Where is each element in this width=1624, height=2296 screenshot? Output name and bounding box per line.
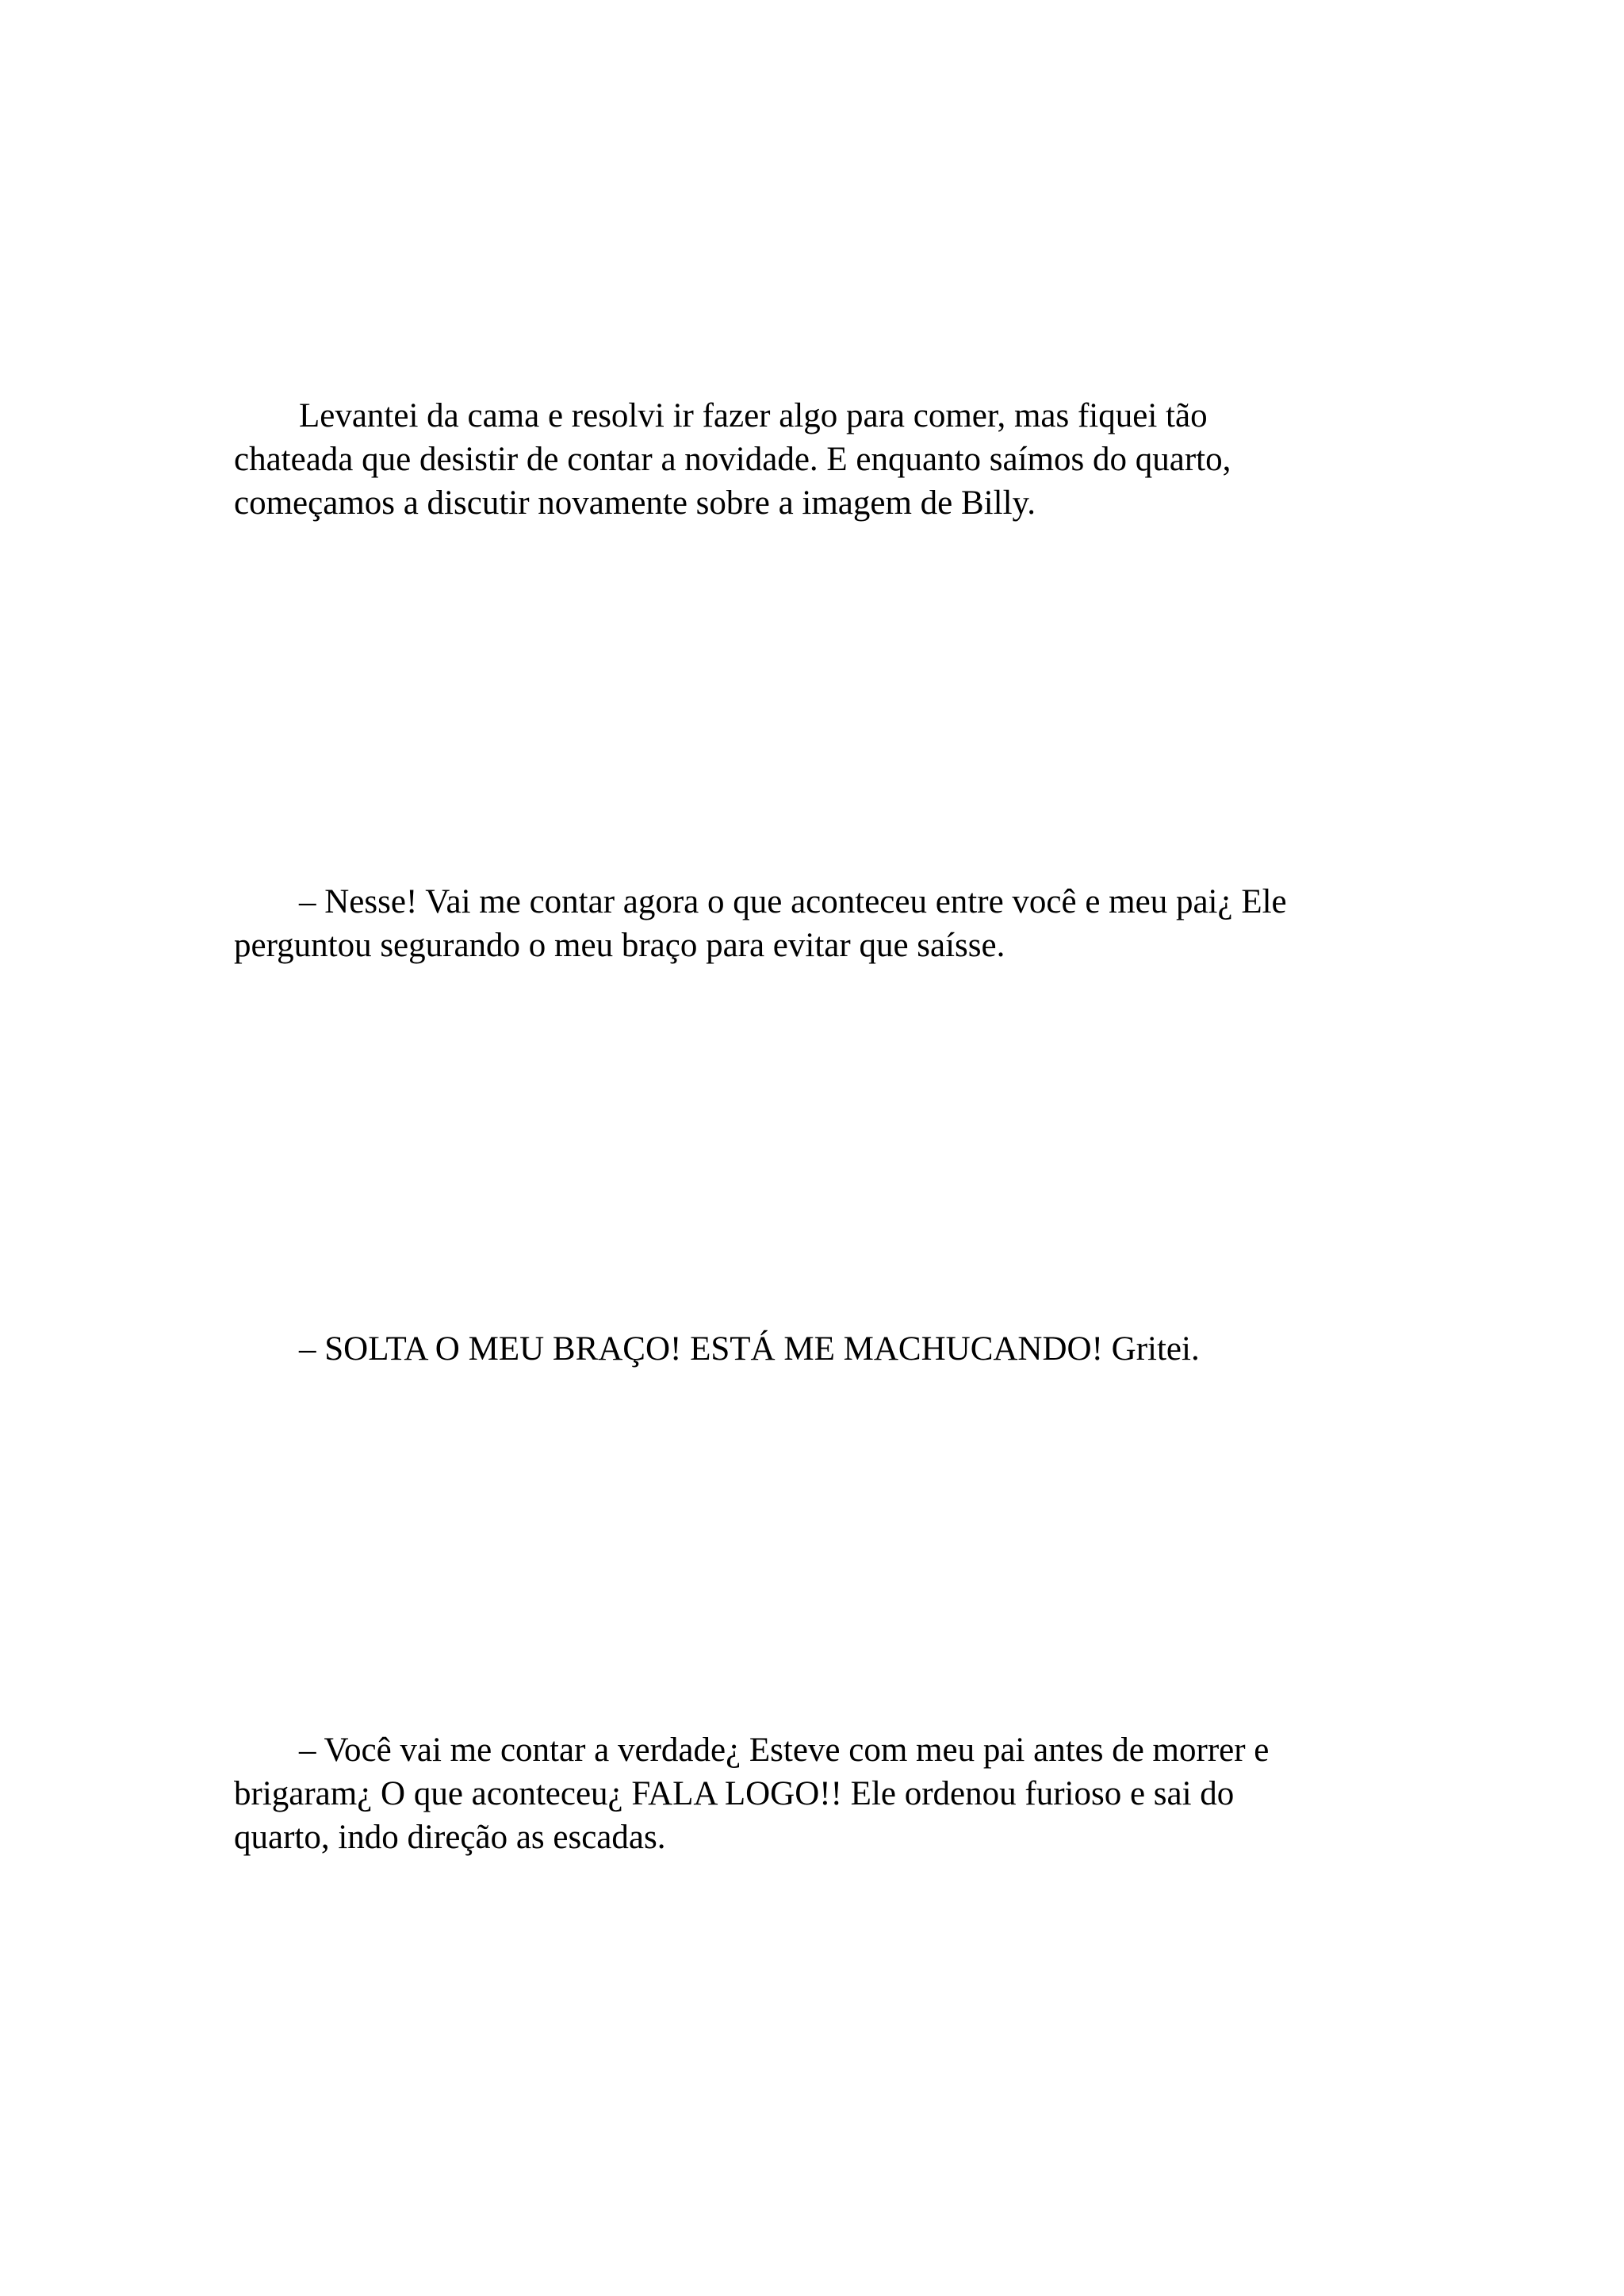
paragraph-line: – Você vai me contar a verdade¿ Esteve com meu pai antes de morrer e [299,1732,1270,1769]
paragraph-line: perguntou segurando o meu braço para evitar que saísse. [234,927,1005,964]
paragraph-1 [234,394,1400,525]
paragraph-2 [234,880,1400,967]
paragraph-line: – Nesse! Vai me contar agora o que aconteceu entre você e meu pai¿ Ele [299,883,1287,920]
paragraph-4 [234,1728,1400,1859]
paragraph-3 [234,1327,1400,1371]
paragraph-line: Levantei da cama e resolvi ir fazer algo para comer, mas fiquei tão [299,397,1208,434]
paragraph-line: chateada que desistir de contar a novidade. E enquanto saímos do quarto, [234,441,1231,478]
paragraph-line: quarto, indo direção as escadas. [234,1819,666,1856]
paragraph-line: – SOLTA O MEU BRAÇO! ESTÁ ME MACHUCANDO! Gritei. [299,1330,1200,1368]
paragraph-line: começamos a discutir novamente sobre a imagem de Billy. [234,484,1036,522]
paragraph-line: brigaram¿ O que aconteceu¿ FALA LOGO!! Ele ordenou furioso e sai do [234,1775,1235,1812]
